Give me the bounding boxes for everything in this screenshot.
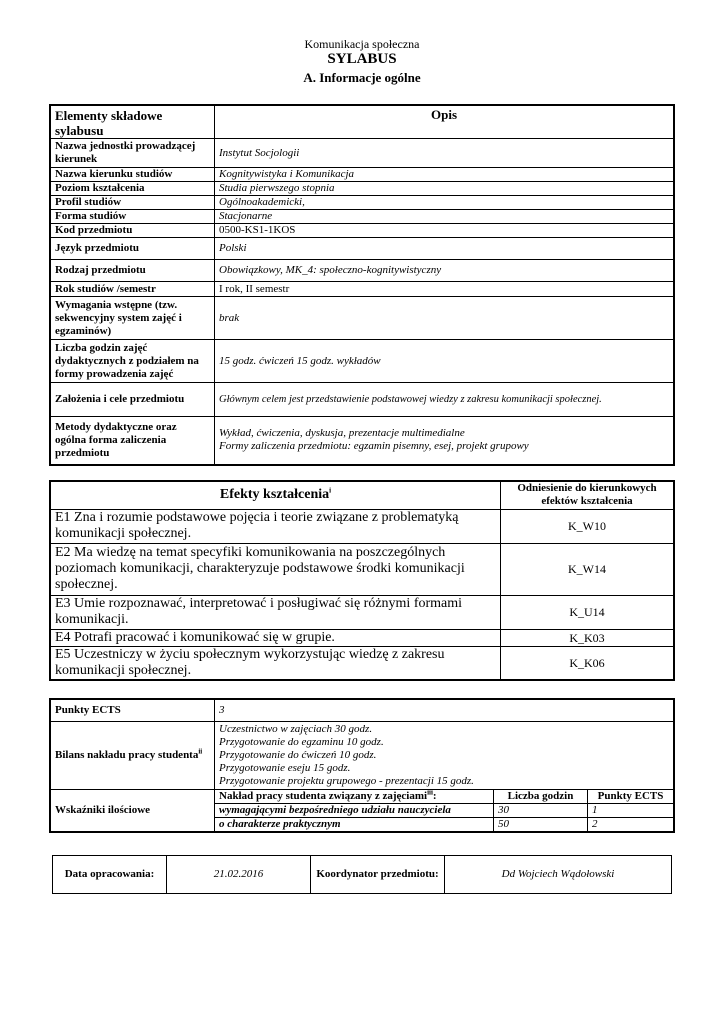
row-label: Liczba godzin zajęć dydaktycznych z podziałem na formy prowadzenia zajęć <box>50 340 215 383</box>
hours-header: Liczba godzin <box>494 789 588 803</box>
workload-header <box>215 789 494 803</box>
table-row <box>50 417 674 465</box>
col-header-elements: Elementy składowe sylabusu <box>50 105 215 139</box>
row-label: Rok studiów /semestr <box>50 282 215 297</box>
workload-points: 1 <box>588 803 675 817</box>
table-row <box>50 297 674 340</box>
col-header-ref: Odniesienie do kierunkowych efektów kształcenia <box>501 481 675 509</box>
row-value: Studia pierwszego stopnia <box>215 182 675 196</box>
balance-label-text: Bilans nakładu pracy studenta <box>55 748 199 761</box>
row-label: Poziom kształcenia <box>50 182 215 196</box>
info-table <box>49 104 675 466</box>
effects-table <box>49 480 675 681</box>
table-row <box>50 383 674 417</box>
colon: : <box>432 789 437 802</box>
table-row <box>50 210 674 224</box>
ects-table <box>49 698 675 833</box>
footer-table <box>52 855 672 894</box>
table-row <box>50 196 674 210</box>
assessment-line: Formy zaliczenia przedmiotu: egzamin pisemny, esej, projekt grupowy <box>219 440 529 453</box>
row-value: Obowiązkowy, MK_4: społeczno-kognitywistyczny <box>215 260 675 282</box>
points-header: Punkty ECTS <box>588 789 675 803</box>
coordinator-value: Dd Wojciech Wądołowski <box>445 856 672 894</box>
effect-text: E3 Umie rozpoznawać, interpretować i posługiwać się różnymi formami komunikacji. <box>50 595 501 629</box>
row-label: Kod przedmiotu <box>50 224 215 238</box>
coordinator-label: Koordynator przedmiotu: <box>311 856 445 894</box>
date-value: 21.02.2016 <box>167 856 311 894</box>
row-value: Stacjonarne <box>215 210 675 224</box>
indicators-label: Wskaźniki ilościowe <box>50 789 215 832</box>
effect-text: E5 Uczestniczy w życiu społecznym wykorzystując wiedzę z zakresu komunikacji społecznej. <box>50 646 501 680</box>
effect-text: E4 Potrafi pracować i komunikować się w grupie. <box>50 629 501 646</box>
col-header-effects <box>50 481 501 509</box>
workload-label: wymagającymi bezpośredniego udziału nauczyciela <box>215 803 494 817</box>
workload-header-text: Nakład pracy studenta związany z zajęciami <box>219 789 428 802</box>
table-row <box>50 543 674 595</box>
balance-item: Uczestnictwo w zajęciach 30 godz. <box>219 722 373 735</box>
table-row <box>50 340 674 383</box>
row-label: Założenia i cele przedmiotu <box>50 383 215 417</box>
effect-ref: K_W10 <box>501 509 675 543</box>
row-value: brak <box>215 297 675 340</box>
row-label: Forma studiów <box>50 210 215 224</box>
row-value <box>215 417 675 465</box>
row-label: Wymagania wstępne (tzw. sekwencyjny system zajęć i egzaminów) <box>50 297 215 340</box>
methods-line: Wykład, ćwiczenia, dyskusja, prezentacje multimedialne <box>219 427 465 440</box>
row-value: Polski <box>215 238 675 260</box>
workload-hours: 30 <box>494 803 588 817</box>
effect-text: E2 Ma wiedzę na temat specyfiki komunikowania na poszczególnych poziomach komunikacji, charakteryzuje podstawowe środki komunikacji społecznej. <box>50 543 501 595</box>
ects-value: 3 <box>215 699 675 721</box>
row-value: 15 godz. ćwiczeń 15 godz. wykładów <box>215 340 675 383</box>
effect-ref: K_K03 <box>501 629 675 646</box>
table-row <box>50 168 674 182</box>
section-title: A. Informacje ogólne <box>303 70 421 85</box>
workload-label: o charakterze praktycznym <box>215 817 494 832</box>
effect-ref: K_K06 <box>501 646 675 680</box>
effect-ref: K_W14 <box>501 543 675 595</box>
row-value: Ogólnoakademicki, <box>215 196 675 210</box>
balance-item: Przygotowanie do ćwiczeń 10 godz. <box>219 748 377 761</box>
balance-item: Przygotowanie eseju 15 godz. <box>219 761 351 774</box>
row-label: Nazwa jednostki prowadzącej kierunek <box>50 139 215 168</box>
balance-list <box>215 721 675 789</box>
table-row <box>50 646 674 680</box>
row-label: Metody dydaktyczne oraz ogólna forma zaliczenia przedmiotu <box>50 417 215 465</box>
page-title: SYLABUS <box>327 51 397 67</box>
table-row <box>50 238 674 260</box>
row-value: Głównym celem jest przedstawienie podstawowej wiedzy z zakresu komunikacji społecznej. <box>215 383 675 417</box>
row-label: Rodzaj przedmiotu <box>50 260 215 282</box>
effect-ref: K_U14 <box>501 595 675 629</box>
table-row <box>50 224 674 238</box>
footnote-marker: ii <box>198 746 203 755</box>
date-label: Data opracowania: <box>53 856 167 894</box>
effects-header-text: Efekty kształcenia <box>219 487 330 503</box>
effect-text: E1 Zna i rozumie podstawowe pojęcia i teorie związane z problematyką komunikacji społecznej. <box>50 509 501 543</box>
table-row <box>50 282 674 297</box>
table-row <box>50 139 674 168</box>
row-value: I rok, II semestr <box>215 282 675 297</box>
table-row <box>50 260 674 282</box>
row-label: Profil studiów <box>50 196 215 210</box>
workload-points: 2 <box>588 817 675 832</box>
table-row <box>50 182 674 196</box>
footnote-marker: i <box>329 486 332 495</box>
balance-item: Przygotowanie projektu grupowego - prezentacji 15 godz. <box>219 774 474 787</box>
row-label: Język przedmiotu <box>50 238 215 260</box>
course-name: Komunikacja społeczna <box>304 37 420 51</box>
workload-hours: 50 <box>494 817 588 832</box>
col-header-desc: Opis <box>215 105 675 139</box>
balance-item: Przygotowanie do egzaminu 10 godz. <box>219 735 384 748</box>
row-value: Kognitywistyka i Komunikacja <box>215 168 675 182</box>
ects-label: Punkty ECTS <box>50 699 215 721</box>
row-value: Instytut Socjologii <box>215 139 675 168</box>
balance-label <box>50 721 215 789</box>
row-label: Nazwa kierunku studiów <box>50 168 215 182</box>
table-row <box>50 629 674 646</box>
footnote-marker: iii <box>427 787 433 796</box>
row-value: 0500-KS1-1KOS <box>215 224 675 238</box>
table-row <box>50 595 674 629</box>
table-row <box>50 509 674 543</box>
